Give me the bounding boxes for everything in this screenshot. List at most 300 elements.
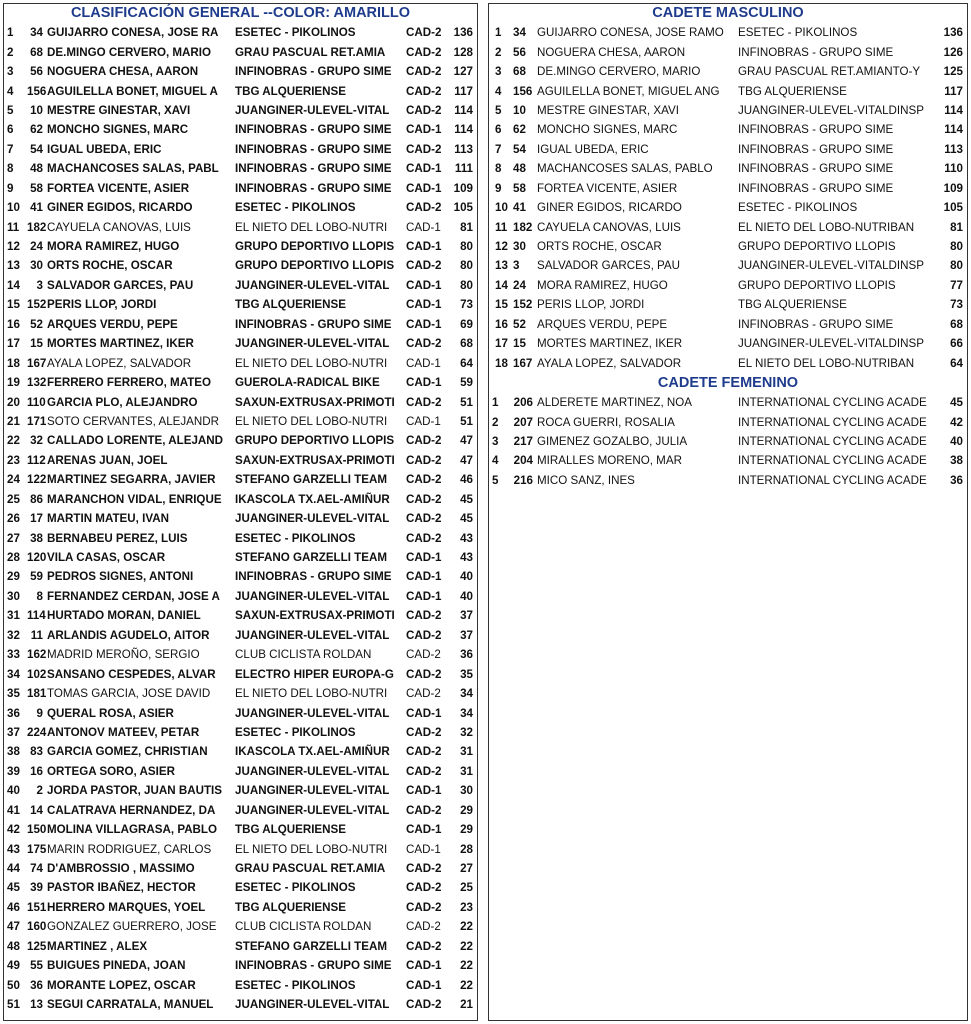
general-row xyxy=(4,587,477,606)
masculino-row-name: ARQUES VERDU, PEPE xyxy=(537,317,668,331)
general-row-cat: CAD-1 xyxy=(406,298,442,312)
general-row-bib: 13 xyxy=(30,998,43,1012)
general-row-pos: 12 xyxy=(7,240,20,254)
masculino-row-name: PERIS LLOP, JORDI xyxy=(537,298,645,312)
femenino-row-name: ROCA GUERRI, ROSALIA xyxy=(537,415,675,429)
general-row-cat: CAD-1 xyxy=(406,589,442,603)
general-classification-title: CLASIFICACIÓN GENERAL --COLOR: AMARILLO xyxy=(70,5,411,21)
general-row-bib: 150 xyxy=(27,823,47,837)
general-row-pts: 40 xyxy=(460,570,473,584)
general-row-name: MORA RAMIREZ, HUGO xyxy=(47,240,180,254)
femenino-row-bib: 217 xyxy=(513,434,533,448)
masculino-row-pos: 2 xyxy=(495,45,502,59)
masculino-row-pts: 64 xyxy=(950,356,963,370)
general-row-cat: CAD-1 xyxy=(406,220,441,234)
general-row-pos: 33 xyxy=(7,648,20,662)
general-row xyxy=(4,820,477,839)
general-row-team: JUANGINER-ULEVEL-VITAL xyxy=(235,103,390,117)
masculino-row-name: MORA RAMIREZ, HUGO xyxy=(537,278,668,292)
general-row-bib: 160 xyxy=(27,920,47,934)
general-row-team: EL NIETO DEL LOBO-NUTRI xyxy=(235,414,388,428)
general-row-cat: CAD-2 xyxy=(406,998,442,1012)
general-row-name: MARANCHON VIDAL, ENRIQUE xyxy=(47,492,222,506)
general-row-bib: 175 xyxy=(27,842,47,856)
general-row-name: CALLADO LORENTE, ALEJAND xyxy=(47,434,224,448)
masculino-row xyxy=(489,101,967,120)
general-row-pts: 22 xyxy=(460,959,473,973)
general-row-pts: 59 xyxy=(460,376,473,390)
cadete-femenino-title: CADETE FEMENINO xyxy=(657,374,799,391)
general-row-cat: CAD-2 xyxy=(406,745,442,759)
general-row-pos: 13 xyxy=(7,259,20,273)
masculino-row-team: JUANGINER-ULEVEL-VITALDINSP xyxy=(738,337,924,351)
general-row-bib: 112 xyxy=(27,453,46,467)
general-row-name: ARENAS JUAN, JOEL xyxy=(47,453,168,467)
general-row-name: MORANTE LOPEZ, OSCAR xyxy=(47,978,196,992)
general-row-bib: 151 xyxy=(27,900,47,914)
general-row-team: STEFANO GARZELLI TEAM xyxy=(235,551,388,565)
general-row-pts: 117 xyxy=(454,84,473,98)
masculino-row-pos: 4 xyxy=(495,84,502,98)
general-row-pos: 9 xyxy=(7,181,14,195)
general-row-pos: 3 xyxy=(7,65,14,79)
femenino-row xyxy=(489,471,967,490)
masculino-row-bib: 58 xyxy=(513,181,526,195)
femenino-row-pts: 45 xyxy=(950,396,963,410)
masculino-row xyxy=(489,42,967,61)
general-row-bib: 120 xyxy=(27,551,47,565)
general-row-name: MADRID MEROÑO, SERGIO xyxy=(47,648,200,662)
general-row-name: HURTADO MORAN, DANIEL xyxy=(47,609,201,623)
masculino-row-team: ESETEC - PIKOLINOS xyxy=(738,26,858,40)
general-row-bib: 30 xyxy=(30,259,43,273)
general-row-pts: 136 xyxy=(453,26,473,40)
general-row-team: GRUPO DEPORTIVO LLOPIS xyxy=(235,259,395,273)
femenino-row-team: INTERNATIONAL CYCLING ACADE xyxy=(738,434,927,448)
general-row-cat: CAD-2 xyxy=(406,142,442,156)
general-row-pts: 47 xyxy=(460,453,473,467)
femenino-row-name: MIRALLES MORENO, MAR xyxy=(537,454,682,468)
masculino-row-pos: 11 xyxy=(495,220,508,234)
general-row-pos: 15 xyxy=(7,298,20,312)
general-row-bib: 41 xyxy=(30,201,43,215)
femenino-row xyxy=(489,412,967,431)
femenino-row-team: INTERNATIONAL CYCLING ACADE xyxy=(738,415,927,429)
general-row-name: JORDA PASTOR, JUAN BAUTIS xyxy=(47,784,222,798)
general-row-name: CALATRAVA HERNANDEZ, DA xyxy=(47,803,216,817)
general-row-name: QUERAL ROSA, ASIER xyxy=(47,706,174,720)
masculino-row-bib: 41 xyxy=(513,201,526,215)
general-row-name: SOTO CERVANTES, ALEJANDR xyxy=(47,414,220,428)
general-row-pos: 42 xyxy=(7,823,20,837)
general-row-pos: 41 xyxy=(7,803,20,817)
masculino-row-bib: 152 xyxy=(513,298,533,312)
general-row xyxy=(4,878,477,897)
general-row-name: FERNANDEZ CERDAN, JOSE A xyxy=(47,589,220,603)
general-row-bib: 102 xyxy=(27,667,47,681)
general-row-team: EL NIETO DEL LOBO-NUTRI xyxy=(235,220,388,234)
general-row-pos: 2 xyxy=(7,45,14,59)
general-row xyxy=(4,256,477,275)
general-row xyxy=(4,276,477,295)
general-row xyxy=(4,509,477,528)
general-row-name: HERRERO MARQUES, YOEL xyxy=(47,900,206,914)
masculino-row-pts: 126 xyxy=(943,45,963,59)
general-row-team: JUANGINER-ULEVEL-VITAL xyxy=(235,706,390,720)
general-row-pos: 6 xyxy=(7,123,14,137)
masculino-row-pos: 12 xyxy=(495,240,508,254)
general-row-pos: 10 xyxy=(7,201,20,215)
general-row-team: INFINOBRAS - GRUPO SIME xyxy=(235,123,392,137)
general-row-bib: 56 xyxy=(30,65,43,79)
general-row xyxy=(4,120,477,139)
masculino-row-pts: 68 xyxy=(950,317,963,331)
masculino-row-pos: 1 xyxy=(495,26,502,40)
general-row-team: INFINOBRAS - GRUPO SIME xyxy=(235,181,392,195)
general-row-bib: 181 xyxy=(27,687,47,701)
masculino-row-pos: 8 xyxy=(495,162,502,176)
masculino-row-bib: 56 xyxy=(513,45,526,59)
general-row xyxy=(4,567,477,586)
general-row-name: VILA CASAS, OSCAR xyxy=(47,551,166,565)
masculino-row-name: MONCHO SIGNES, MARC xyxy=(537,123,678,137)
general-row-bib: 182 xyxy=(27,220,47,234)
general-row xyxy=(4,762,477,781)
general-row-pts: 29 xyxy=(460,823,473,837)
general-row xyxy=(4,198,477,217)
general-row-pts: 37 xyxy=(460,609,473,623)
general-row-pos: 39 xyxy=(7,764,20,778)
general-row xyxy=(4,42,477,61)
general-row xyxy=(4,528,477,547)
general-row xyxy=(4,956,477,975)
general-row-cat: CAD-1 xyxy=(406,842,441,856)
category-classification-panel xyxy=(488,3,968,1021)
masculino-row-team: JUANGINER-ULEVEL-VITALDINSP xyxy=(738,259,924,273)
general-row-pts: 30 xyxy=(460,784,473,798)
masculino-row-pts: 113 xyxy=(944,142,963,156)
masculino-row-name: MESTRE GINESTAR, XAVI xyxy=(537,103,679,117)
masculino-row-pos: 18 xyxy=(495,356,508,370)
general-row-pts: 34 xyxy=(460,687,473,701)
general-row-bib: 48 xyxy=(30,162,43,176)
general-row-pos: 14 xyxy=(7,278,20,292)
general-row-cat: CAD-1 xyxy=(406,162,442,176)
general-row xyxy=(4,315,477,334)
general-row-pos: 46 xyxy=(7,900,20,914)
general-row-bib: 58 xyxy=(30,181,43,195)
general-row-bib: 74 xyxy=(30,862,43,876)
general-row-cat: CAD-1 xyxy=(406,356,441,370)
femenino-row xyxy=(489,393,967,412)
masculino-row-bib: 167 xyxy=(513,356,533,370)
general-row-team: ESETEC - PIKOLINOS xyxy=(235,201,356,215)
general-row-team: TBG ALQUERIENSE xyxy=(235,900,347,914)
femenino-row-team: INTERNATIONAL CYCLING ACADE xyxy=(738,454,927,468)
femenino-row-bib: 216 xyxy=(513,473,533,487)
masculino-row xyxy=(489,276,967,295)
general-row-bib: 68 xyxy=(30,45,43,59)
general-row-pts: 111 xyxy=(454,162,473,176)
general-row-bib: 162 xyxy=(27,648,47,662)
general-row xyxy=(4,353,477,372)
general-row-bib: 52 xyxy=(30,317,43,331)
general-row-bib: 9 xyxy=(36,706,43,720)
femenino-row-bib: 206 xyxy=(513,396,533,410)
general-row-pts: 22 xyxy=(460,978,473,992)
general-row-cat: CAD-1 xyxy=(406,570,442,584)
general-row-name: ARQUES VERDU, PEPE xyxy=(47,317,178,331)
general-row-cat: CAD-1 xyxy=(406,706,442,720)
general-row xyxy=(4,606,477,625)
general-row-pos: 47 xyxy=(7,920,20,934)
general-row-name: AYALA LOPEZ, SALVADOR xyxy=(47,356,192,370)
masculino-row-team: GRUPO DEPORTIVO LLOPIS xyxy=(738,240,896,254)
general-row-pts: 51 xyxy=(460,414,473,428)
masculino-row-pts: 66 xyxy=(950,337,963,351)
general-row xyxy=(4,470,477,489)
general-row-pos: 18 xyxy=(7,356,20,370)
general-row-team: INFINOBRAS - GRUPO SIME xyxy=(235,317,392,331)
general-row-team: CLUB CICLISTA ROLDAN xyxy=(235,648,372,662)
general-row xyxy=(4,995,477,1014)
general-row-team: EL NIETO DEL LOBO-NUTRI xyxy=(235,687,388,701)
general-row-name: CAYUELA CANOVAS, LUIS xyxy=(47,220,191,234)
masculino-row-pts: 136 xyxy=(943,26,963,40)
masculino-row-pos: 16 xyxy=(495,317,508,331)
masculino-row-bib: 52 xyxy=(513,317,526,331)
general-row xyxy=(4,975,477,994)
general-row-cat: CAD-2 xyxy=(406,881,442,895)
masculino-row-pts: 109 xyxy=(943,181,963,195)
masculino-row xyxy=(489,217,967,236)
general-row-pos: 50 xyxy=(7,978,20,992)
masculino-row-bib: 62 xyxy=(513,123,526,137)
masculino-row xyxy=(489,81,967,100)
masculino-row-name: GUIJARRO CONESA, JOSE RAMO xyxy=(537,26,724,40)
general-row xyxy=(4,334,477,353)
masculino-row-pts: 80 xyxy=(950,259,963,273)
general-row xyxy=(4,703,477,722)
femenino-row-pos: 3 xyxy=(492,434,499,448)
femenino-row-name: ALDERETE MARTINEZ, NOA xyxy=(537,396,693,410)
general-row-bib: 224 xyxy=(27,725,47,739)
femenino-row-pts: 42 xyxy=(950,415,963,429)
general-row-pts: 43 xyxy=(460,551,473,565)
general-row-name: GINER EGIDOS, RICARDO xyxy=(47,201,193,215)
general-row xyxy=(4,490,477,509)
masculino-row xyxy=(489,256,967,275)
general-row-pts: 45 xyxy=(460,492,473,506)
general-row-cat: CAD-1 xyxy=(406,278,442,292)
masculino-row-bib: 34 xyxy=(513,26,526,40)
general-row-team: INFINOBRAS - GRUPO SIME xyxy=(235,570,392,584)
general-row xyxy=(4,237,477,256)
general-row-pts: 22 xyxy=(460,939,473,953)
masculino-row-pts: 117 xyxy=(944,84,963,98)
masculino-row-team: INFINOBRAS - GRUPO SIME xyxy=(738,162,894,176)
general-row-bib: 14 xyxy=(30,803,43,817)
general-row xyxy=(4,937,477,956)
general-row xyxy=(4,801,477,820)
masculino-row-team: GRAU PASCUAL RET.AMIANTO-Y xyxy=(738,65,921,79)
general-row-pts: 31 xyxy=(460,745,473,759)
general-row-bib: 54 xyxy=(30,142,43,156)
general-row-team: GRAU PASCUAL RET.AMIA xyxy=(235,45,386,59)
masculino-row-name: CAYUELA CANOVAS, LUIS xyxy=(537,220,681,234)
general-row-team: INFINOBRAS - GRUPO SIME xyxy=(235,959,392,973)
general-row-bib: 34 xyxy=(30,26,43,40)
general-row-pos: 30 xyxy=(7,589,20,603)
general-row-team: TBG ALQUERIENSE xyxy=(235,298,347,312)
general-row-pos: 35 xyxy=(7,687,20,701)
general-row-pts: 36 xyxy=(460,648,473,662)
masculino-row-bib: 182 xyxy=(513,220,533,234)
general-row xyxy=(4,431,477,450)
general-row-pts: 80 xyxy=(460,240,473,254)
femenino-row-pts: 40 xyxy=(950,434,963,448)
general-row-bib: 2 xyxy=(36,784,43,798)
general-row xyxy=(4,295,477,314)
general-row xyxy=(4,81,477,100)
general-row-pos: 37 xyxy=(7,725,20,739)
general-row-pts: 68 xyxy=(460,337,473,351)
general-row-pos: 44 xyxy=(7,862,20,876)
masculino-row-team: TBG ALQUERIENSE xyxy=(738,298,847,312)
general-row-bib: 11 xyxy=(30,628,43,642)
femenino-row xyxy=(489,451,967,470)
general-row-pos: 20 xyxy=(7,395,20,409)
general-row-team: JUANGINER-ULEVEL-VITAL xyxy=(235,512,390,526)
general-row-cat: CAD-1 xyxy=(406,123,442,137)
general-row-bib: 114 xyxy=(27,609,46,623)
general-row-pts: 128 xyxy=(453,45,473,59)
general-row-pts: 22 xyxy=(460,920,473,934)
general-row xyxy=(4,373,477,392)
general-row-team: ESETEC - PIKOLINOS xyxy=(235,725,356,739)
masculino-row xyxy=(489,23,967,42)
masculino-row-team: INFINOBRAS - GRUPO SIME xyxy=(738,181,894,195)
general-row-team: JUANGINER-ULEVEL-VITAL xyxy=(235,337,390,351)
general-row-pos: 51 xyxy=(7,998,20,1012)
general-row-team: INFINOBRAS - GRUPO SIME xyxy=(235,65,392,79)
general-row-team: CLUB CICLISTA ROLDAN xyxy=(235,920,372,934)
general-row-team: EL NIETO DEL LOBO-NUTRI xyxy=(235,842,388,856)
general-row-pts: 29 xyxy=(460,803,473,817)
masculino-row-team: INFINOBRAS - GRUPO SIME xyxy=(738,317,894,331)
general-row-cat: CAD-2 xyxy=(406,395,442,409)
general-row-name: MESTRE GINESTAR, XAVI xyxy=(47,103,191,117)
general-row-team: JUANGINER-ULEVEL-VITAL xyxy=(235,278,390,292)
general-row-pos: 38 xyxy=(7,745,20,759)
general-row-team: JUANGINER-ULEVEL-VITAL xyxy=(235,998,390,1012)
masculino-row-pos: 15 xyxy=(495,298,508,312)
general-row-team: ELECTRO HIPER EUROPA-G xyxy=(235,667,394,681)
masculino-row xyxy=(489,334,967,353)
masculino-row-pts: 114 xyxy=(944,103,963,117)
general-row-pos: 32 xyxy=(7,628,20,642)
masculino-row-pos: 5 xyxy=(495,103,502,117)
masculino-row-pts: 125 xyxy=(943,65,963,79)
general-row-name: DE.MINGO CERVERO, MARIO xyxy=(47,45,212,59)
general-row-cat: CAD-2 xyxy=(406,473,442,487)
general-row-bib: 16 xyxy=(30,764,43,778)
general-row-pts: 80 xyxy=(460,278,473,292)
general-row-team: SAXUN-EXTRUSAX-PRIMOTI xyxy=(235,395,395,409)
masculino-row xyxy=(489,159,967,178)
general-row-bib: 83 xyxy=(30,745,43,759)
general-row-bib: 171 xyxy=(27,414,47,428)
general-classification-panel xyxy=(3,3,478,1021)
general-row-team: TBG ALQUERIENSE xyxy=(235,823,347,837)
masculino-row xyxy=(489,140,967,159)
masculino-row-name: MACHANCOSES SALAS, PABLO xyxy=(537,162,713,176)
masculino-row xyxy=(489,62,967,81)
general-row-pts: 37 xyxy=(460,628,473,642)
general-row-name: AGUILELLA BONET, MIGUEL A xyxy=(47,84,218,98)
general-row-name: PEDROS SIGNES, ANTONI xyxy=(47,570,194,584)
general-row-pts: 27 xyxy=(460,862,473,876)
femenino-row-team: INTERNATIONAL CYCLING ACADE xyxy=(738,396,927,410)
general-row-pos: 19 xyxy=(7,376,20,390)
general-row-cat: CAD-2 xyxy=(406,434,442,448)
masculino-row-bib: 10 xyxy=(513,103,526,117)
general-row-cat: CAD-2 xyxy=(406,512,442,526)
general-row-cat: CAD-2 xyxy=(406,337,442,351)
cadete-femenino-table xyxy=(489,393,967,490)
general-row-pts: 34 xyxy=(460,706,473,720)
general-row-name: MARTINEZ SEGARRA, JAVIER xyxy=(47,473,216,487)
general-row-cat: CAD-1 xyxy=(406,551,442,565)
masculino-row-team: TBG ALQUERIENSE xyxy=(738,84,847,98)
femenino-row-pos: 2 xyxy=(492,415,499,429)
general-row-cat: CAD-2 xyxy=(406,45,442,59)
general-row-name: GONZALEZ GUERRERO, JOSE xyxy=(47,920,217,934)
general-row-bib: 152 xyxy=(27,298,47,312)
general-row-pts: 46 xyxy=(460,473,473,487)
general-row-cat: CAD-2 xyxy=(406,900,442,914)
general-row-name: ANTONOV MATEEV, PETAR xyxy=(47,725,200,739)
general-row xyxy=(4,179,477,198)
general-row-pts: 113 xyxy=(454,142,473,156)
general-row-pos: 11 xyxy=(7,220,20,234)
general-row-team: STEFANO GARZELLI TEAM xyxy=(235,473,388,487)
general-row xyxy=(4,159,477,178)
general-row-name: GUIJARRO CONESA, JOSE RA xyxy=(47,26,219,40)
general-row xyxy=(4,781,477,800)
masculino-row-name: IGUAL UBEDA, ERIC xyxy=(537,142,649,156)
general-row-team: GRAU PASCUAL RET.AMIA xyxy=(235,862,386,876)
femenino-row-pts: 38 xyxy=(950,454,963,468)
general-row-name: PASTOR IBAÑEZ, HECTOR xyxy=(47,881,196,895)
general-row-pts: 43 xyxy=(460,531,473,545)
masculino-row xyxy=(489,120,967,139)
general-row-pts: 80 xyxy=(460,259,473,273)
masculino-row-pts: 77 xyxy=(950,278,963,292)
cadete-masculino-table xyxy=(489,23,967,373)
general-row-cat: CAD-2 xyxy=(406,764,442,778)
masculino-row-pos: 10 xyxy=(495,201,508,215)
general-row-pos: 25 xyxy=(7,492,20,506)
general-row-name: MARTIN MATEU, IVAN xyxy=(47,512,169,526)
general-row-team: IKASCOLA TX.AEL-AMIÑUR xyxy=(235,745,390,759)
general-row-team: JUANGINER-ULEVEL-VITAL xyxy=(235,628,390,642)
masculino-row-pos: 3 xyxy=(495,65,502,79)
general-row-bib: 38 xyxy=(30,531,43,545)
general-row xyxy=(4,742,477,761)
general-row-pts: 105 xyxy=(453,201,473,215)
general-row-pts: 40 xyxy=(460,589,473,603)
